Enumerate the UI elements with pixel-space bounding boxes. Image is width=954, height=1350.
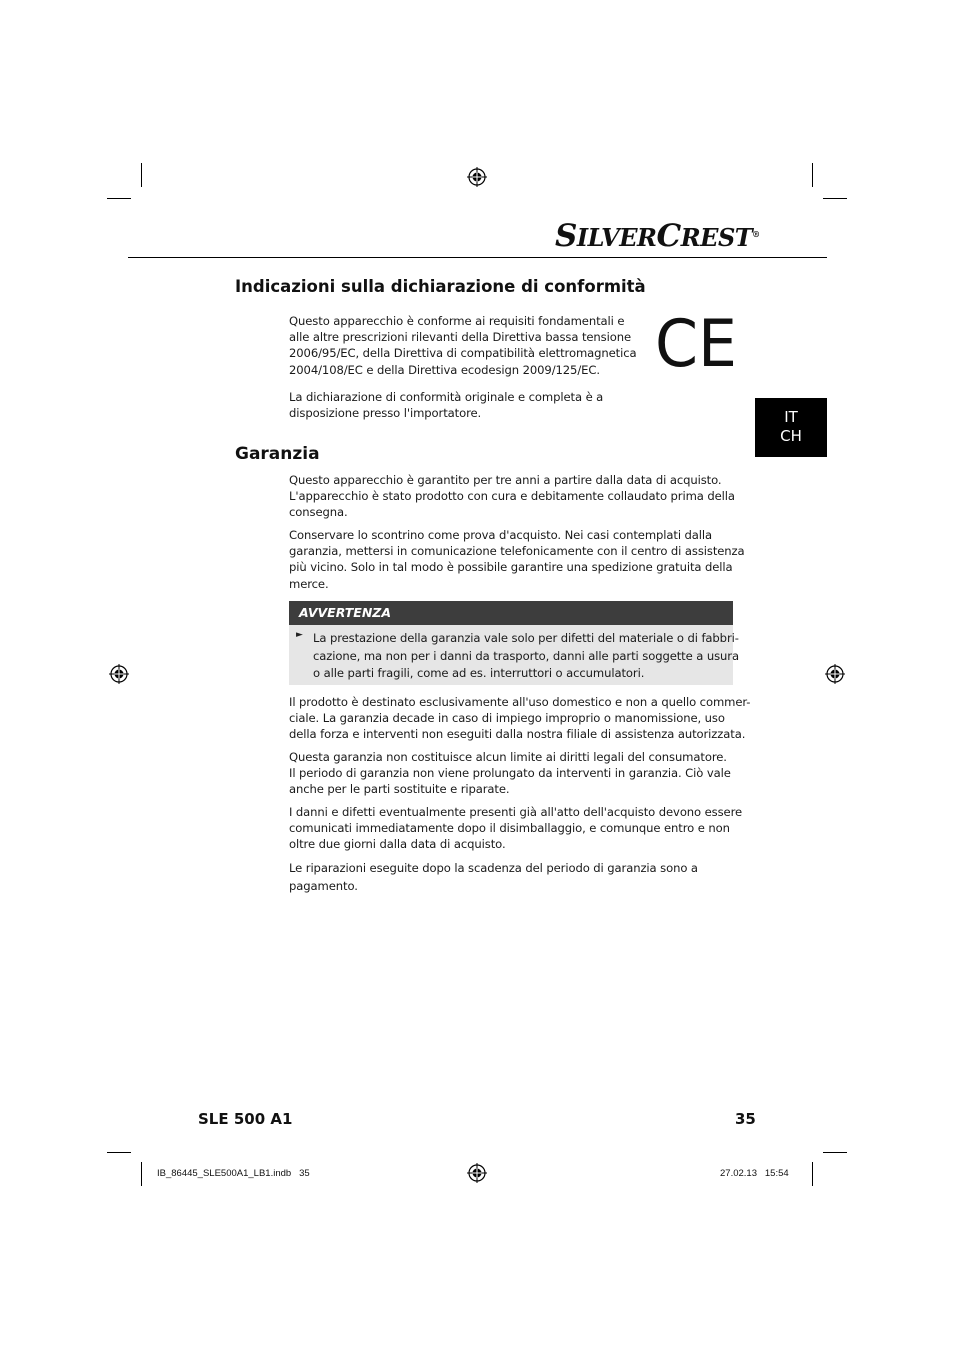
print-timestamp: 27.02.13 15:54 [720, 1168, 789, 1179]
crop-mark [107, 1152, 131, 1153]
language-tab [755, 398, 827, 457]
warranty-paragraph-5: I danni e difetti eventualmente presenti già all'atto dell'acquisto devono essere comunicati immediatamente dopo il disimballaggio, e comunque entro e non oltre due giorni dalla data di acquisto. [289, 805, 743, 852]
warning-text: La prestazione della garanzia vale solo per difetti del materiale o di fabbri- cazione, ma non per i danni da trasporto, danni alle parti soggette a usura o alle parti fragili, come ad es. interruttori o accumulatori. [313, 631, 739, 681]
crop-mark [823, 1152, 847, 1153]
warranty-paragraph-3: Il prodotto è destinato esclusivamente all'uso domestico e non a quello commer- ciale. La garanzia decade in caso di impiego improprio o manomissione, uso della forza e interventi non eseguiti dalla nostra filiale di assistenza autorizzata. [289, 695, 751, 742]
bullet-arrow-icon: ► [296, 630, 303, 640]
brand-logo: SILVERCREST® [555, 218, 760, 254]
file-slug: IB_86445_SLE500A1_LB1.indb 35 [157, 1168, 310, 1179]
warning-title: AVVERTENZA [289, 601, 733, 625]
conformity-paragraph-2: La dichiarazione di conformità originale e completa è a disposizione presso l'importatore. [289, 390, 604, 421]
page-number: 35 [735, 1110, 756, 1128]
model-number: SLE 500 A1 [198, 1110, 293, 1128]
warranty-paragraph-2: Conservare lo scontrino come prova d'acquisto. Nei casi contemplati dalla garanzia, mettersi in comunicazione telefonicamente con il centro di assistenza più vicino. Solo in tal modo è possibile garantire una spedizione gratuita della merce. [289, 528, 745, 591]
warranty-paragraph-4: Questa garanzia non costituisce alcun limite ai diritti legali del consumatore. Il periodo di garanzia non viene prolungato da interventi in garanzia. Ciò vale anche per le parti sostituite e riparate. [289, 750, 731, 797]
conformity-heading: Indicazioni sulla dichiarazione di conformità [235, 277, 646, 296]
crop-mark [812, 163, 813, 187]
crop-mark [107, 198, 131, 199]
svg-text:CE: CE [655, 310, 737, 370]
warranty-heading: Garanzia [235, 444, 320, 464]
warranty-paragraph-6: Le riparazioni eseguite dopo la scadenza del periodo di garanzia sono a pagamento. [289, 861, 698, 893]
registration-mark-icon [467, 1163, 487, 1183]
crop-mark [823, 198, 847, 199]
registration-mark-icon [467, 167, 487, 187]
registration-mark-icon [825, 664, 845, 684]
crop-mark [141, 1162, 142, 1186]
ce-mark-icon [655, 310, 740, 370]
language-tab-line1: IT [784, 408, 798, 426]
crop-mark [141, 163, 142, 187]
conformity-paragraph-1: Questo apparecchio è conforme ai requisiti fondamentali e alle altre prescrizioni rilevanti della Direttiva bassa tensione 2006/95/EC, della Direttiva di compatibilità elettromagnetica 2004/108/EC e della Direttiva ecodesign 2009/125/EC. [289, 314, 637, 377]
warranty-paragraph-1: Questo apparecchio è garantito per tre anni a partire dalla data di acquisto. L'apparecchio è stato prodotto con cura e debitamente collaudato prima della consegna. [289, 473, 735, 520]
language-tab-line2: CH [780, 427, 802, 445]
header-rule [128, 257, 827, 258]
registration-mark-icon [109, 664, 129, 684]
crop-mark [812, 1162, 813, 1186]
